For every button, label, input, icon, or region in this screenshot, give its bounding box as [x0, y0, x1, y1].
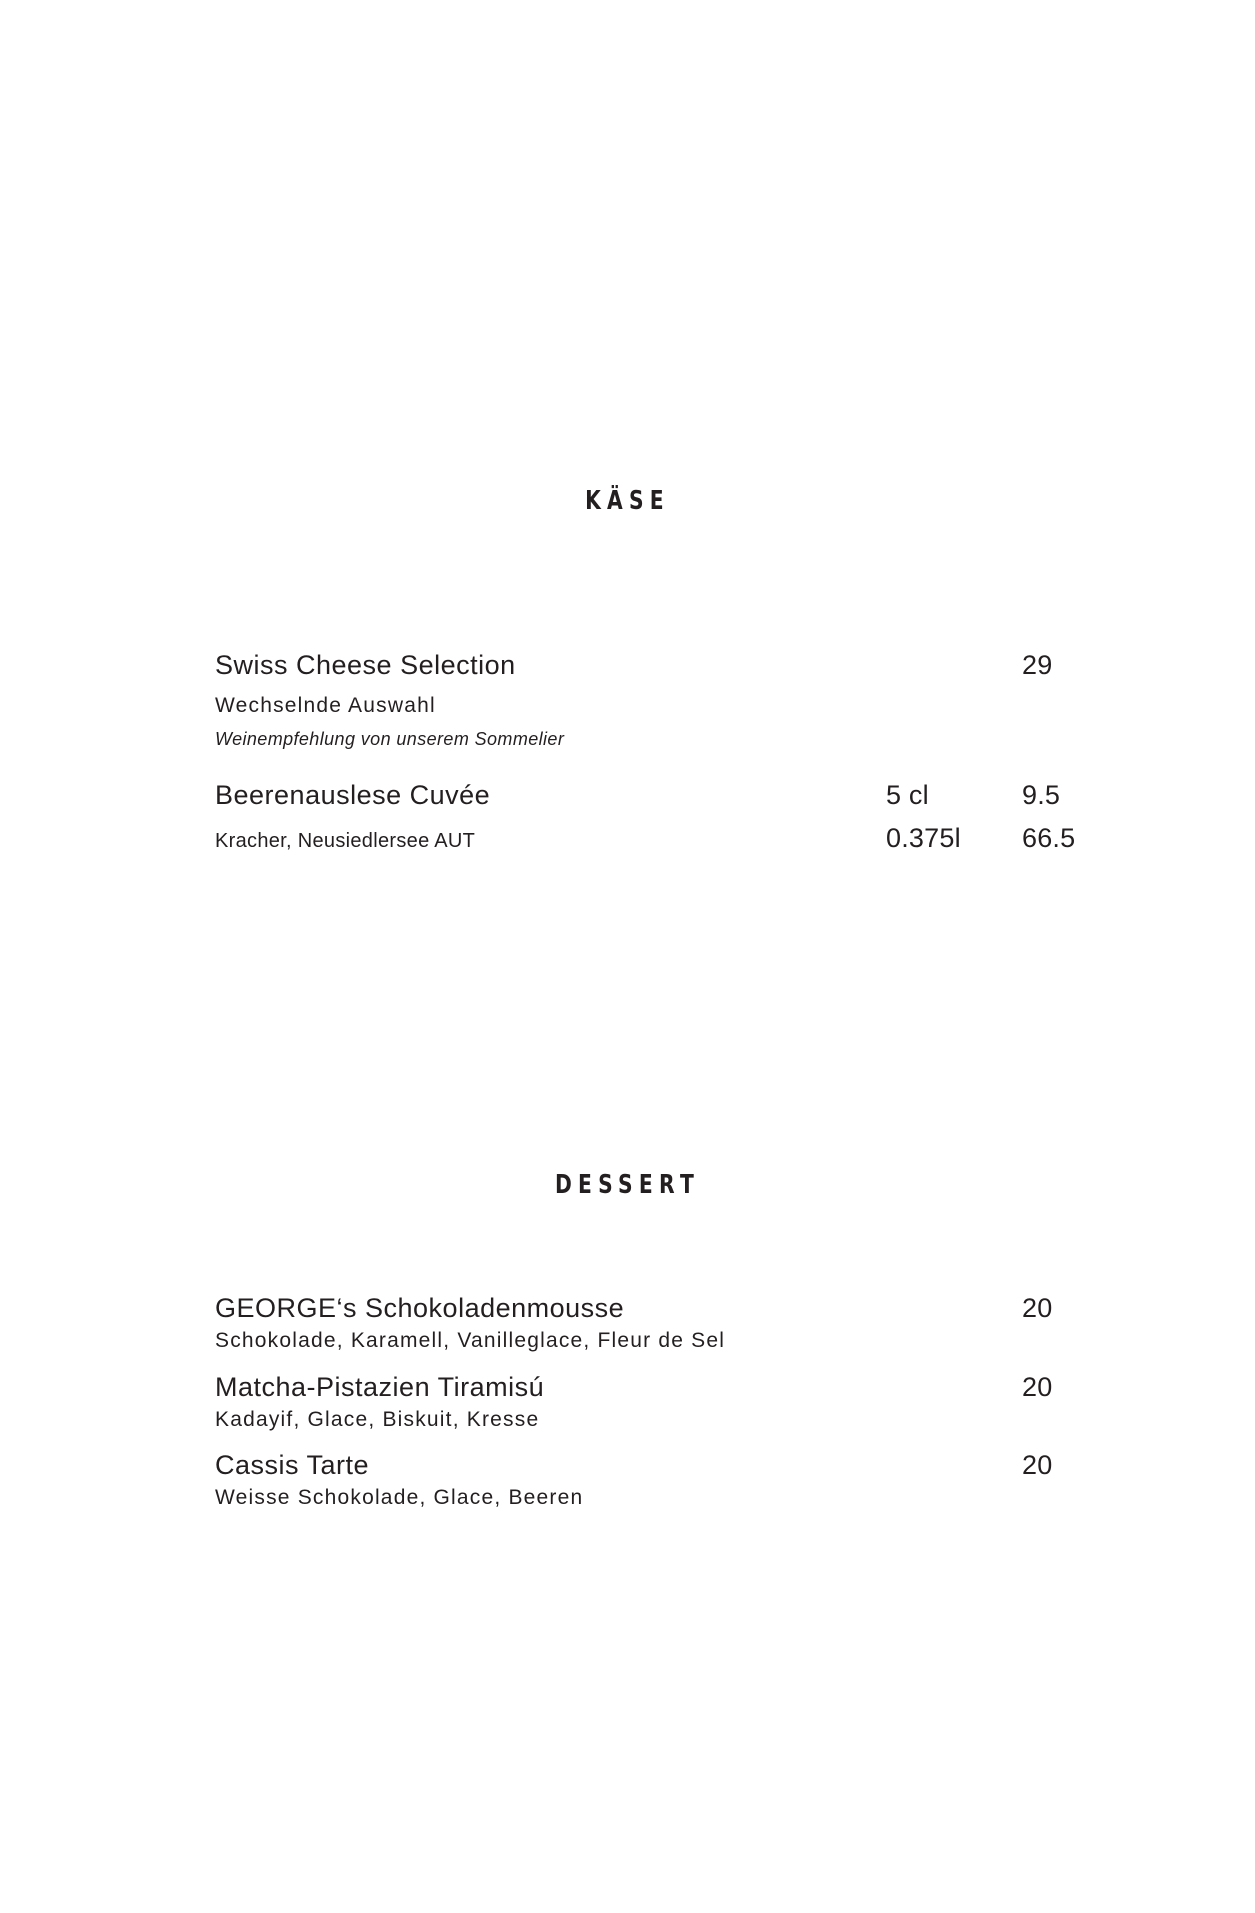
item-description: Wechselnde Auswahl	[215, 694, 436, 717]
item-description: Kracher, Neusiedlersee AUT	[215, 830, 476, 852]
item-name: Cassis Tarte	[215, 1450, 370, 1480]
item-price: 20	[1022, 1450, 1053, 1480]
section-heading-dessert: DESSERT	[554, 1170, 701, 1200]
item-name: Matcha-Pistazien Tiramisú	[215, 1372, 545, 1402]
item-price: 29	[1022, 650, 1053, 680]
item-description: Schokolade, Karamell, Vanilleglace, Fleur de Sel	[215, 1329, 726, 1352]
item-name: Beerenauslese Cuvée	[215, 780, 491, 810]
item-price: 66.5	[1022, 823, 1076, 853]
section-heading-kaese: KÄSE	[585, 486, 670, 516]
item-name: Swiss Cheese Selection	[215, 650, 516, 680]
item-name: GEORGE‘s Schokoladenmousse	[215, 1293, 625, 1323]
item-volume: 5 cl	[886, 780, 929, 810]
item-volume: 0.375l	[886, 823, 961, 853]
item-price: 9.5	[1022, 780, 1061, 810]
item-description: Weisse Schokolade, Glace, Beeren	[215, 1486, 584, 1509]
item-price: 20	[1022, 1293, 1053, 1323]
item-price: 20	[1022, 1372, 1053, 1402]
item-note: Weinempfehlung von unserem Sommelier	[215, 729, 565, 749]
item-description: Kadayif, Glace, Biskuit, Kresse	[215, 1408, 540, 1431]
